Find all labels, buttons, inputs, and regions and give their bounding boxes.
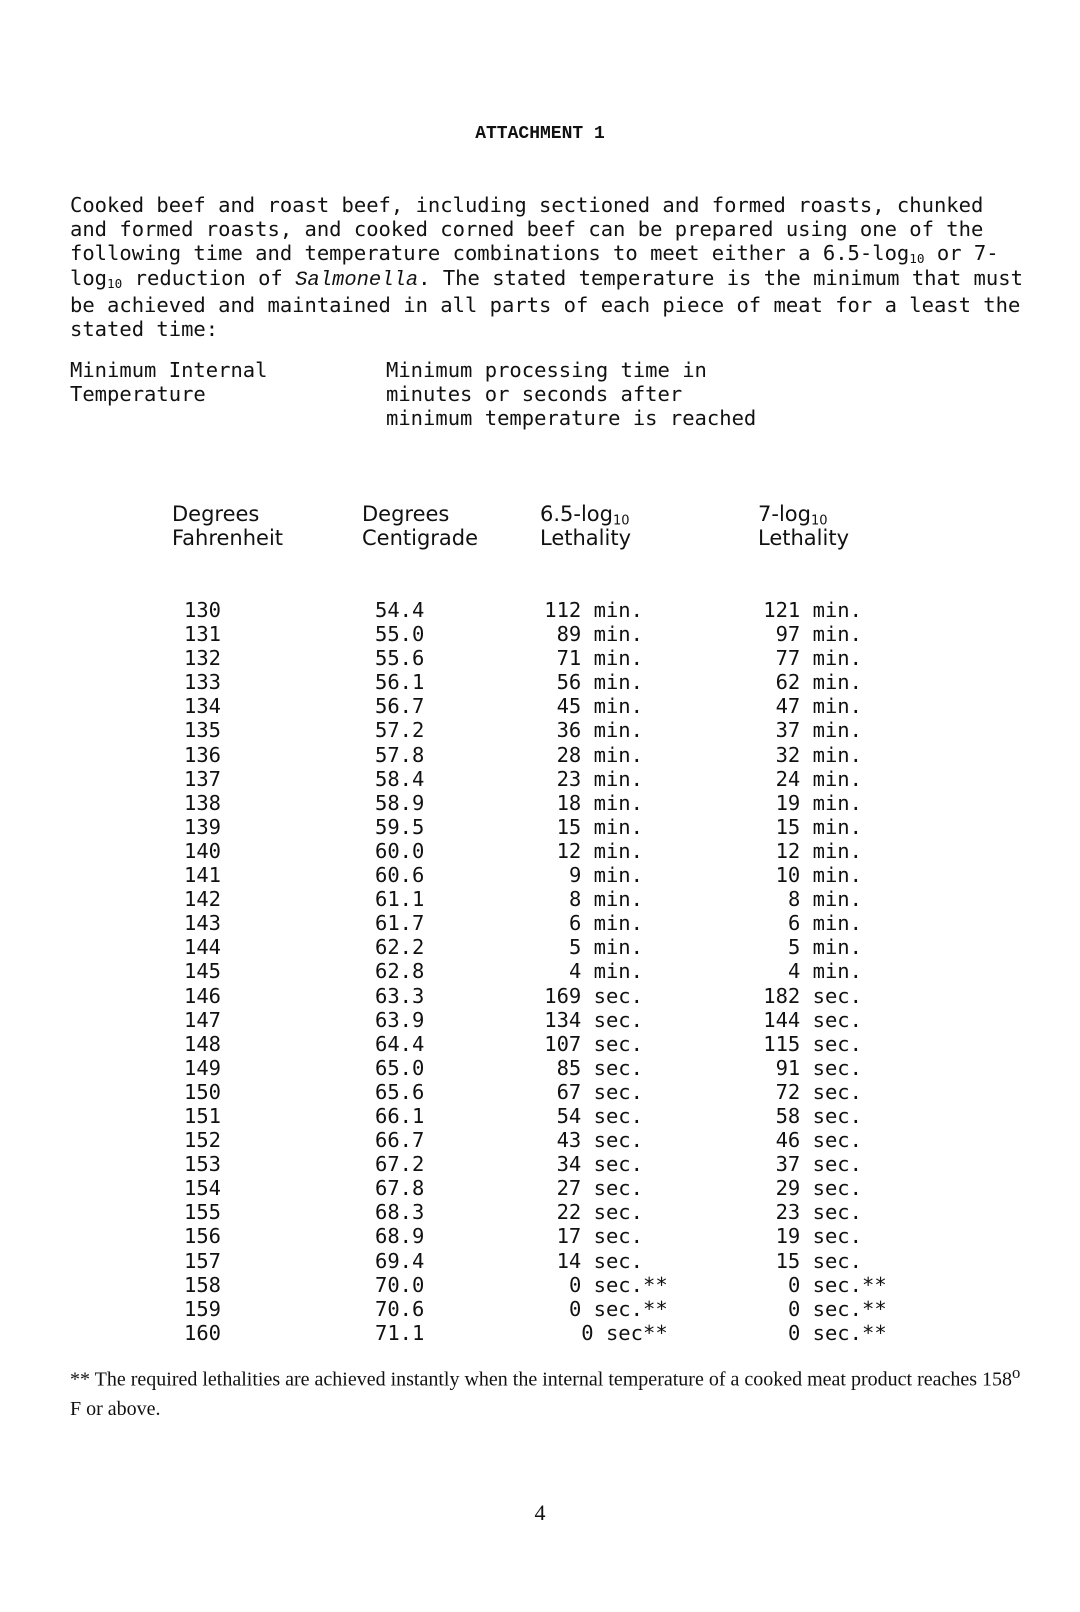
lethality-6-5-cell: 9 min. [568, 863, 643, 888]
table-row [0, 767, 1080, 791]
lethality-7-cell: 0 sec. [787, 1272, 862, 1297]
fahrenheit-cell: 156 [184, 1224, 222, 1249]
table-row [0, 1200, 1080, 1224]
lethality-6-5-cell: 15 min. [556, 814, 643, 839]
lethality-7-cell: 46 sec. [775, 1128, 862, 1153]
centigrade-cell: 59.5 [375, 814, 425, 839]
lethality-7-cell: 5 min. [787, 935, 862, 960]
centigrade-cell: 66.7 [375, 1128, 425, 1153]
fahrenheit-cell: 131 [184, 622, 222, 647]
centigrade-cell: 55.6 [375, 646, 425, 671]
lethality-7-cell: 91 sec. [775, 1055, 862, 1080]
table-row [0, 863, 1080, 887]
table-row [0, 959, 1080, 983]
table-row [0, 1249, 1080, 1273]
centigrade-cell: 60.0 [375, 838, 425, 863]
fahrenheit-cell: 152 [184, 1128, 222, 1153]
table-row [0, 622, 1080, 646]
lethality-6-5-cell: 0 sec. [568, 1296, 643, 1321]
centigrade-cell: 70.6 [375, 1296, 425, 1321]
fahrenheit-cell: 145 [184, 959, 222, 984]
centigrade-cell: 62.8 [375, 959, 425, 984]
centigrade-cell: 65.6 [375, 1079, 425, 1104]
table-row [0, 984, 1080, 1008]
table-row [0, 1104, 1080, 1128]
lethality-7-cell: 77 min. [775, 646, 862, 671]
fahrenheit-cell: 130 [184, 598, 222, 622]
lethality-6-5-cell: 56 min. [556, 670, 643, 695]
centigrade-cell: 66.1 [375, 1103, 425, 1128]
lethality-7-cell: 6 min. [787, 911, 862, 936]
column-header-subscript: 10 [613, 513, 630, 529]
lethality-7-cell: 37 min. [775, 718, 862, 743]
table-row [0, 1176, 1080, 1200]
column-header-centigrade [362, 502, 478, 550]
lethality-7-cell: 62 min. [775, 670, 862, 695]
min-processing-time-header [386, 358, 806, 430]
fahrenheit-cell: 141 [184, 863, 222, 888]
lethality-7-cell: 12 min. [775, 838, 862, 863]
lethality-7-cell: 10 min. [775, 863, 862, 888]
column-header-line: Fahrenheit [172, 526, 284, 550]
lethality-table [0, 598, 1080, 1345]
column-header-prefix: 6.5-log [540, 502, 613, 526]
footnote-marker: ** [862, 1296, 887, 1321]
table-row [0, 1056, 1080, 1080]
lethality-6-5-cell: 43 sec. [556, 1128, 643, 1153]
fahrenheit-cell: 143 [184, 911, 222, 936]
lethality-7-cell: 8 min. [787, 887, 862, 912]
table-row [0, 791, 1080, 815]
footnote-text-end: F or above. [70, 1397, 161, 1420]
lethality-6-5-cell: 107 sec. [544, 1031, 643, 1056]
lethality-7-cell: 32 min. [775, 742, 862, 767]
column-header-prefix: 7-log [758, 502, 811, 526]
centigrade-cell: 68.9 [375, 1224, 425, 1249]
table-row [0, 911, 1080, 935]
fahrenheit-cell: 137 [184, 766, 222, 791]
fahrenheit-cell: 146 [184, 983, 222, 1008]
fahrenheit-cell: 132 [184, 646, 222, 671]
lethality-7-cell: 97 min. [775, 622, 862, 647]
lethality-7-cell: 182 sec. [763, 983, 862, 1008]
column-header-line: Degrees [172, 502, 260, 526]
centigrade-cell: 60.6 [375, 863, 425, 888]
min-internal-temp-header [70, 358, 330, 406]
footnote-text: ** The required lethalities are achieved instantly when the internal temperature of a cooked meat product reaches 158 [70, 1368, 1013, 1391]
lethality-6-5-cell: 134 sec. [544, 1007, 643, 1032]
fahrenheit-cell: 138 [184, 790, 222, 815]
page-number: 4 [534, 1500, 546, 1525]
column-header-line: Centigrade [362, 526, 479, 550]
fahrenheit-cell: 134 [184, 694, 222, 719]
lethality-6-5-cell: 4 min. [568, 959, 643, 984]
footnote [70, 1358, 1030, 1424]
lethality-7-cell: 19 sec. [775, 1224, 862, 1249]
fahrenheit-cell: 136 [184, 742, 222, 767]
lethality-7-cell: 72 sec. [775, 1079, 862, 1104]
column-header-line [540, 502, 631, 529]
lethality-7-cell: 144 sec. [763, 1007, 862, 1032]
lethality-6-5-cell: 36 min. [556, 718, 643, 743]
fahrenheit-cell: 155 [184, 1200, 222, 1225]
table-row [0, 839, 1080, 863]
lethality-6-5-cell: 22 sec. [556, 1200, 643, 1225]
fahrenheit-cell: 158 [184, 1272, 222, 1297]
fahrenheit-cell: 133 [184, 670, 222, 695]
centigrade-cell: 61.7 [375, 911, 425, 936]
lethality-6-5-cell: 54 sec. [556, 1103, 643, 1128]
fahrenheit-cell: 154 [184, 1176, 222, 1201]
fahrenheit-cell: 140 [184, 838, 222, 863]
fahrenheit-cell: 142 [184, 887, 222, 912]
lethality-6-5-cell: 169 sec. [544, 983, 643, 1008]
fahrenheit-cell: 139 [184, 814, 222, 839]
table-row [0, 1152, 1080, 1176]
header-right-line: minimum temperature is reached [386, 406, 757, 430]
column-header-line: Lethality [758, 526, 849, 550]
lethality-6-5-cell: 5 min. [568, 935, 643, 960]
column-header-fahrenheit [172, 502, 283, 550]
lethality-6-5-cell: 85 sec. [556, 1055, 643, 1080]
fahrenheit-cell: 150 [184, 1079, 222, 1104]
footnote-marker: ** [862, 1320, 887, 1345]
lethality-6-5-cell: 112 min. [544, 598, 643, 622]
fahrenheit-cell: 157 [184, 1248, 222, 1273]
centigrade-cell: 68.3 [375, 1200, 425, 1225]
column-header-lethality-7 [758, 502, 849, 550]
header-right-line: Minimum processing time in [386, 358, 707, 382]
intro-paragraph [70, 193, 1030, 341]
lethality-7-cell: 4 min. [787, 959, 862, 984]
table-row [0, 694, 1080, 718]
table-row [0, 718, 1080, 742]
lethality-7-cell: 0 sec. [787, 1296, 862, 1321]
centigrade-cell: 54.4 [375, 598, 425, 622]
footnote-marker: ** [643, 1296, 668, 1321]
centigrade-cell: 67.2 [375, 1152, 425, 1177]
fahrenheit-cell: 144 [184, 935, 222, 960]
table-row [0, 646, 1080, 670]
table-row [0, 1273, 1080, 1297]
centigrade-cell: 58.4 [375, 766, 425, 791]
lethality-7-cell: 121 min. [763, 598, 862, 622]
intro-subscript-1: 10 [909, 251, 925, 267]
lethality-6-5-cell: 8 min. [568, 887, 643, 912]
table-row [0, 935, 1080, 959]
centigrade-cell: 62.2 [375, 935, 425, 960]
centigrade-cell: 65.0 [375, 1055, 425, 1080]
centigrade-cell: 70.0 [375, 1272, 425, 1297]
lethality-6-5-cell: 71 min. [556, 646, 643, 671]
lethality-7-cell: 47 min. [775, 694, 862, 719]
footnote-marker: ** [643, 1272, 668, 1297]
centigrade-cell: 56.1 [375, 670, 425, 695]
lethality-6-5-cell: 17 sec. [556, 1224, 643, 1249]
table-row [0, 1008, 1080, 1032]
fahrenheit-cell: 147 [184, 1007, 222, 1032]
centigrade-cell: 69.4 [375, 1248, 425, 1273]
lethality-7-cell: 0 sec. [787, 1320, 862, 1345]
lethality-6-5-cell: 34 sec. [556, 1152, 643, 1177]
lethality-6-5-cell: 0 sec [581, 1320, 643, 1345]
column-header-line: Degrees [362, 502, 450, 526]
lethality-7-cell: 23 sec. [775, 1200, 862, 1225]
centigrade-cell: 61.1 [375, 887, 425, 912]
table-row [0, 670, 1080, 694]
table-row [0, 1032, 1080, 1056]
intro-subscript-2: 10 [107, 275, 123, 291]
lethality-7-cell: 19 min. [775, 790, 862, 815]
lethality-6-5-cell: 89 min. [556, 622, 643, 647]
footnote-marker: ** [862, 1272, 887, 1297]
centigrade-cell: 57.2 [375, 718, 425, 743]
fahrenheit-cell: 148 [184, 1031, 222, 1056]
fahrenheit-cell: 153 [184, 1152, 222, 1177]
intro-text-2: or 7-log [70, 241, 999, 290]
lethality-6-5-cell: 28 min. [556, 742, 643, 767]
centigrade-cell: 57.8 [375, 742, 425, 767]
table-row [0, 598, 1080, 622]
degree-symbol: o [1012, 1363, 1021, 1382]
lethality-7-cell: 58 sec. [775, 1103, 862, 1128]
table-row [0, 1297, 1080, 1321]
centigrade-cell: 71.1 [375, 1320, 425, 1345]
lethality-6-5-cell: 0 sec. [568, 1272, 643, 1297]
lethality-6-5-cell: 23 min. [556, 766, 643, 791]
centigrade-cell: 56.7 [375, 694, 425, 719]
table-row [0, 743, 1080, 767]
header-left-line: Temperature [70, 382, 206, 406]
column-header-line [758, 502, 849, 529]
intro-text-1: Cooked beef and roast beef, including sectioned and formed roasts, chunked and formed roasts, and cooked corned beef can be prepared using one of the following time and temperature combinations to meet either a 6.5-log [70, 193, 984, 266]
intro-species: Salmonella [295, 268, 419, 292]
lethality-6-5-cell: 18 min. [556, 790, 643, 815]
lethality-7-cell: 29 sec. [775, 1176, 862, 1201]
intro-text-3: reduction of [122, 265, 296, 290]
footnote-marker: ** [643, 1320, 668, 1345]
fahrenheit-cell: 149 [184, 1055, 222, 1080]
lethality-6-5-cell: 67 sec. [556, 1079, 643, 1104]
header-right-line: minutes or seconds after [386, 382, 683, 406]
lethality-6-5-cell: 6 min. [568, 911, 643, 936]
table-row [0, 1080, 1080, 1104]
lethality-6-5-cell: 45 min. [556, 694, 643, 719]
lethality-6-5-cell: 14 sec. [556, 1248, 643, 1273]
lethality-7-cell: 24 min. [775, 766, 862, 791]
lethality-7-cell: 15 min. [775, 814, 862, 839]
centigrade-cell: 63.3 [375, 983, 425, 1008]
column-header-subscript: 10 [810, 513, 828, 529]
fahrenheit-cell: 160 [184, 1320, 222, 1345]
intro-text-4: . The stated temperature is the minimum that must be achieved and maintained in all parts of each piece of meat for a least the stated time: [70, 265, 1023, 342]
lethality-7-cell: 37 sec. [775, 1152, 862, 1177]
centigrade-cell: 58.9 [375, 790, 425, 815]
centigrade-cell: 67.8 [375, 1176, 425, 1201]
column-header-lethality-6-5 [540, 502, 631, 550]
header-left-line: Minimum Internal [70, 358, 268, 382]
centigrade-cell: 63.9 [375, 1007, 425, 1032]
table-row [0, 1224, 1080, 1248]
table-row [0, 1128, 1080, 1152]
fahrenheit-cell: 159 [184, 1296, 222, 1321]
attachment-title: ATTACHMENT 1 [475, 124, 605, 144]
lethality-7-cell: 15 sec. [775, 1248, 862, 1273]
table-row [0, 815, 1080, 839]
centigrade-cell: 64.4 [375, 1031, 425, 1056]
table-row [0, 887, 1080, 911]
fahrenheit-cell: 135 [184, 718, 222, 743]
fahrenheit-cell: 151 [184, 1103, 222, 1128]
table-row [0, 1321, 1080, 1345]
lethality-7-cell: 115 sec. [763, 1031, 862, 1056]
lethality-6-5-cell: 12 min. [556, 838, 643, 863]
centigrade-cell: 55.0 [375, 622, 425, 647]
column-header-line: Lethality [540, 526, 631, 550]
lethality-6-5-cell: 27 sec. [556, 1176, 643, 1201]
